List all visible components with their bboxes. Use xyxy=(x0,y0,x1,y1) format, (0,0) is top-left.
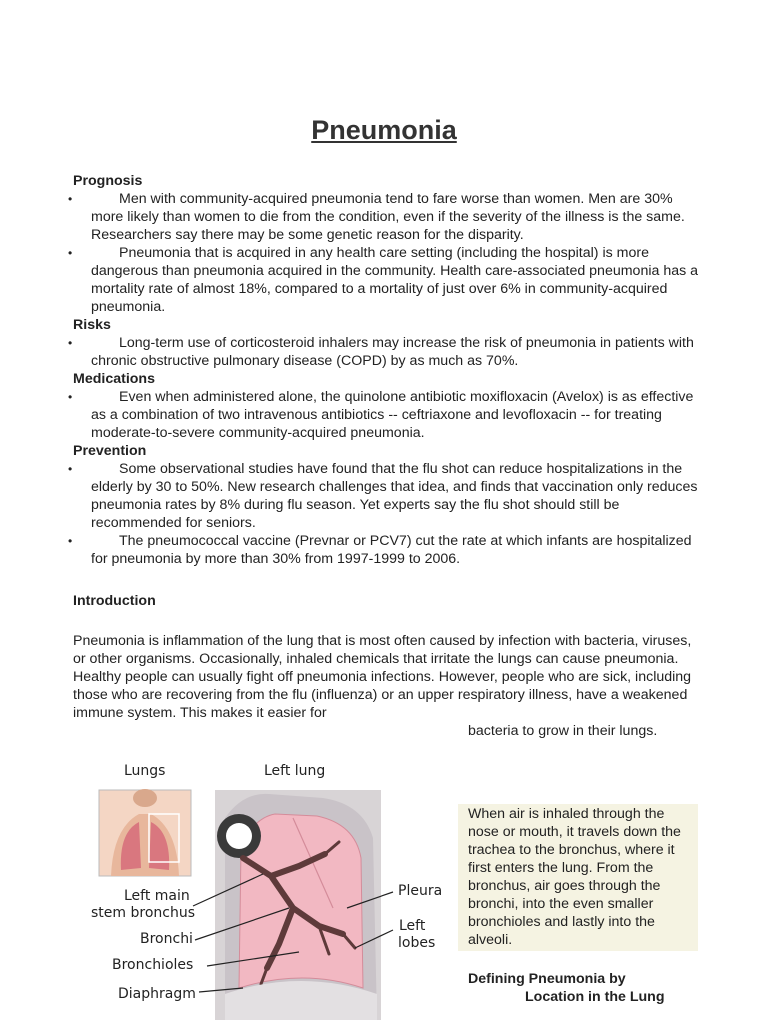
section-heading-medications: Medications xyxy=(73,371,155,387)
section-heading-risks: Risks xyxy=(73,317,111,333)
prevention-list xyxy=(62,460,702,568)
list-item: • Some observational studies have found that the flu shot can reduce hospitalizations in the elderly by 30 to 50%. New research challenges that idea, and finds that vaccination only reduces pneumonia rates by 8% during flu season. Yet experts say the flu shot should still be recommended for seniors. xyxy=(62,460,702,532)
label-lobes: lobes xyxy=(398,935,436,951)
label-bronchi: Bronchi xyxy=(140,931,193,947)
figure-caption xyxy=(468,970,708,1006)
torso-thumbnail xyxy=(99,789,191,876)
section-heading-prognosis: Prognosis xyxy=(73,173,143,189)
list-item: • Long-term use of corticosteroid inhalers may increase the risk of pneumonia in patients with chronic obstructive pulmonary disease (COPD) by as much as 70%. xyxy=(62,334,702,370)
introduction-tail: bacteria to grow in their lungs. xyxy=(468,723,658,739)
risks-list xyxy=(62,334,702,370)
label-bronchioles: Bronchioles xyxy=(112,957,194,973)
list-item: • Even when administered alone, the quinolone antibiotic moxifloxacin (Avelox) is as effective as a combination of two intravenous antibiotics -- ceftriaxone and levofloxacin -- for treating moderate-to-severe community-acquired pneumonia. xyxy=(62,388,702,442)
label-left-lung: Left lung xyxy=(264,763,326,779)
airflow-callout: When air is inhaled through the nose or mouth, it travels down the trachea to the bronchus, where it first enters the lung. From the bronchus, air goes through the bronchi, into the even smaller bronchioles and lastly into the alveoli. xyxy=(458,804,698,951)
label-stem-bronchus: stem bronchus xyxy=(91,905,195,921)
label-left: Left xyxy=(399,918,426,934)
label-diaphragm: Diaphragm xyxy=(118,986,196,1002)
section-heading-prevention: Prevention xyxy=(73,443,147,459)
label-lungs: Lungs xyxy=(124,763,166,779)
lung-anatomy-figure xyxy=(93,758,445,1020)
list-item: • The pneumococcal vaccine (Prevnar or PCV7) cut the rate at which infants are hospitalized for pneumonia by more than 30% from 1997-1999 to 2006. xyxy=(62,532,702,568)
caption-line-1: Defining Pneumonia by xyxy=(468,971,626,987)
label-left-main: Left main xyxy=(124,888,190,904)
introduction-text: Pneumonia is inflammation of the lung that is most often caused by infection with bacteria, viruses, or other organisms. Occasionally, inhaled chemicals that irritate the lungs can cause pneumonia. Healthy people can usually fight off pneumonia infections. However, people who are sick, including those who are recovering from the flu (influenza) or an upper respiratory illness, have a weakened immune system. This makes it easier for xyxy=(73,633,692,721)
introduction-paragraph xyxy=(73,632,701,740)
prognosis-list xyxy=(62,190,702,316)
caption-line-2: Location in the Lung xyxy=(525,989,665,1005)
article-body xyxy=(62,172,702,568)
medications-list xyxy=(62,388,702,442)
list-item: • Pneumonia that is acquired in any health care setting (including the hospital) is more dangerous than pneumonia acquired in the community. Health care-associated pneumonia has a mortality rate of almost 18%, compared to a mortality of just over 6% in community-acquired pneumonia. xyxy=(62,244,702,316)
list-item: • Men with community-acquired pneumonia tend to fare worse than women. Men are 30% more likely than women to die from the condition, even if the severity of the illness is the same. Researchers say there may be some genetic reason for the disparity. xyxy=(62,190,702,244)
page-title: Pneumonia xyxy=(311,115,457,145)
introduction-heading: Introduction xyxy=(73,593,156,609)
label-pleura: Pleura xyxy=(398,883,443,899)
